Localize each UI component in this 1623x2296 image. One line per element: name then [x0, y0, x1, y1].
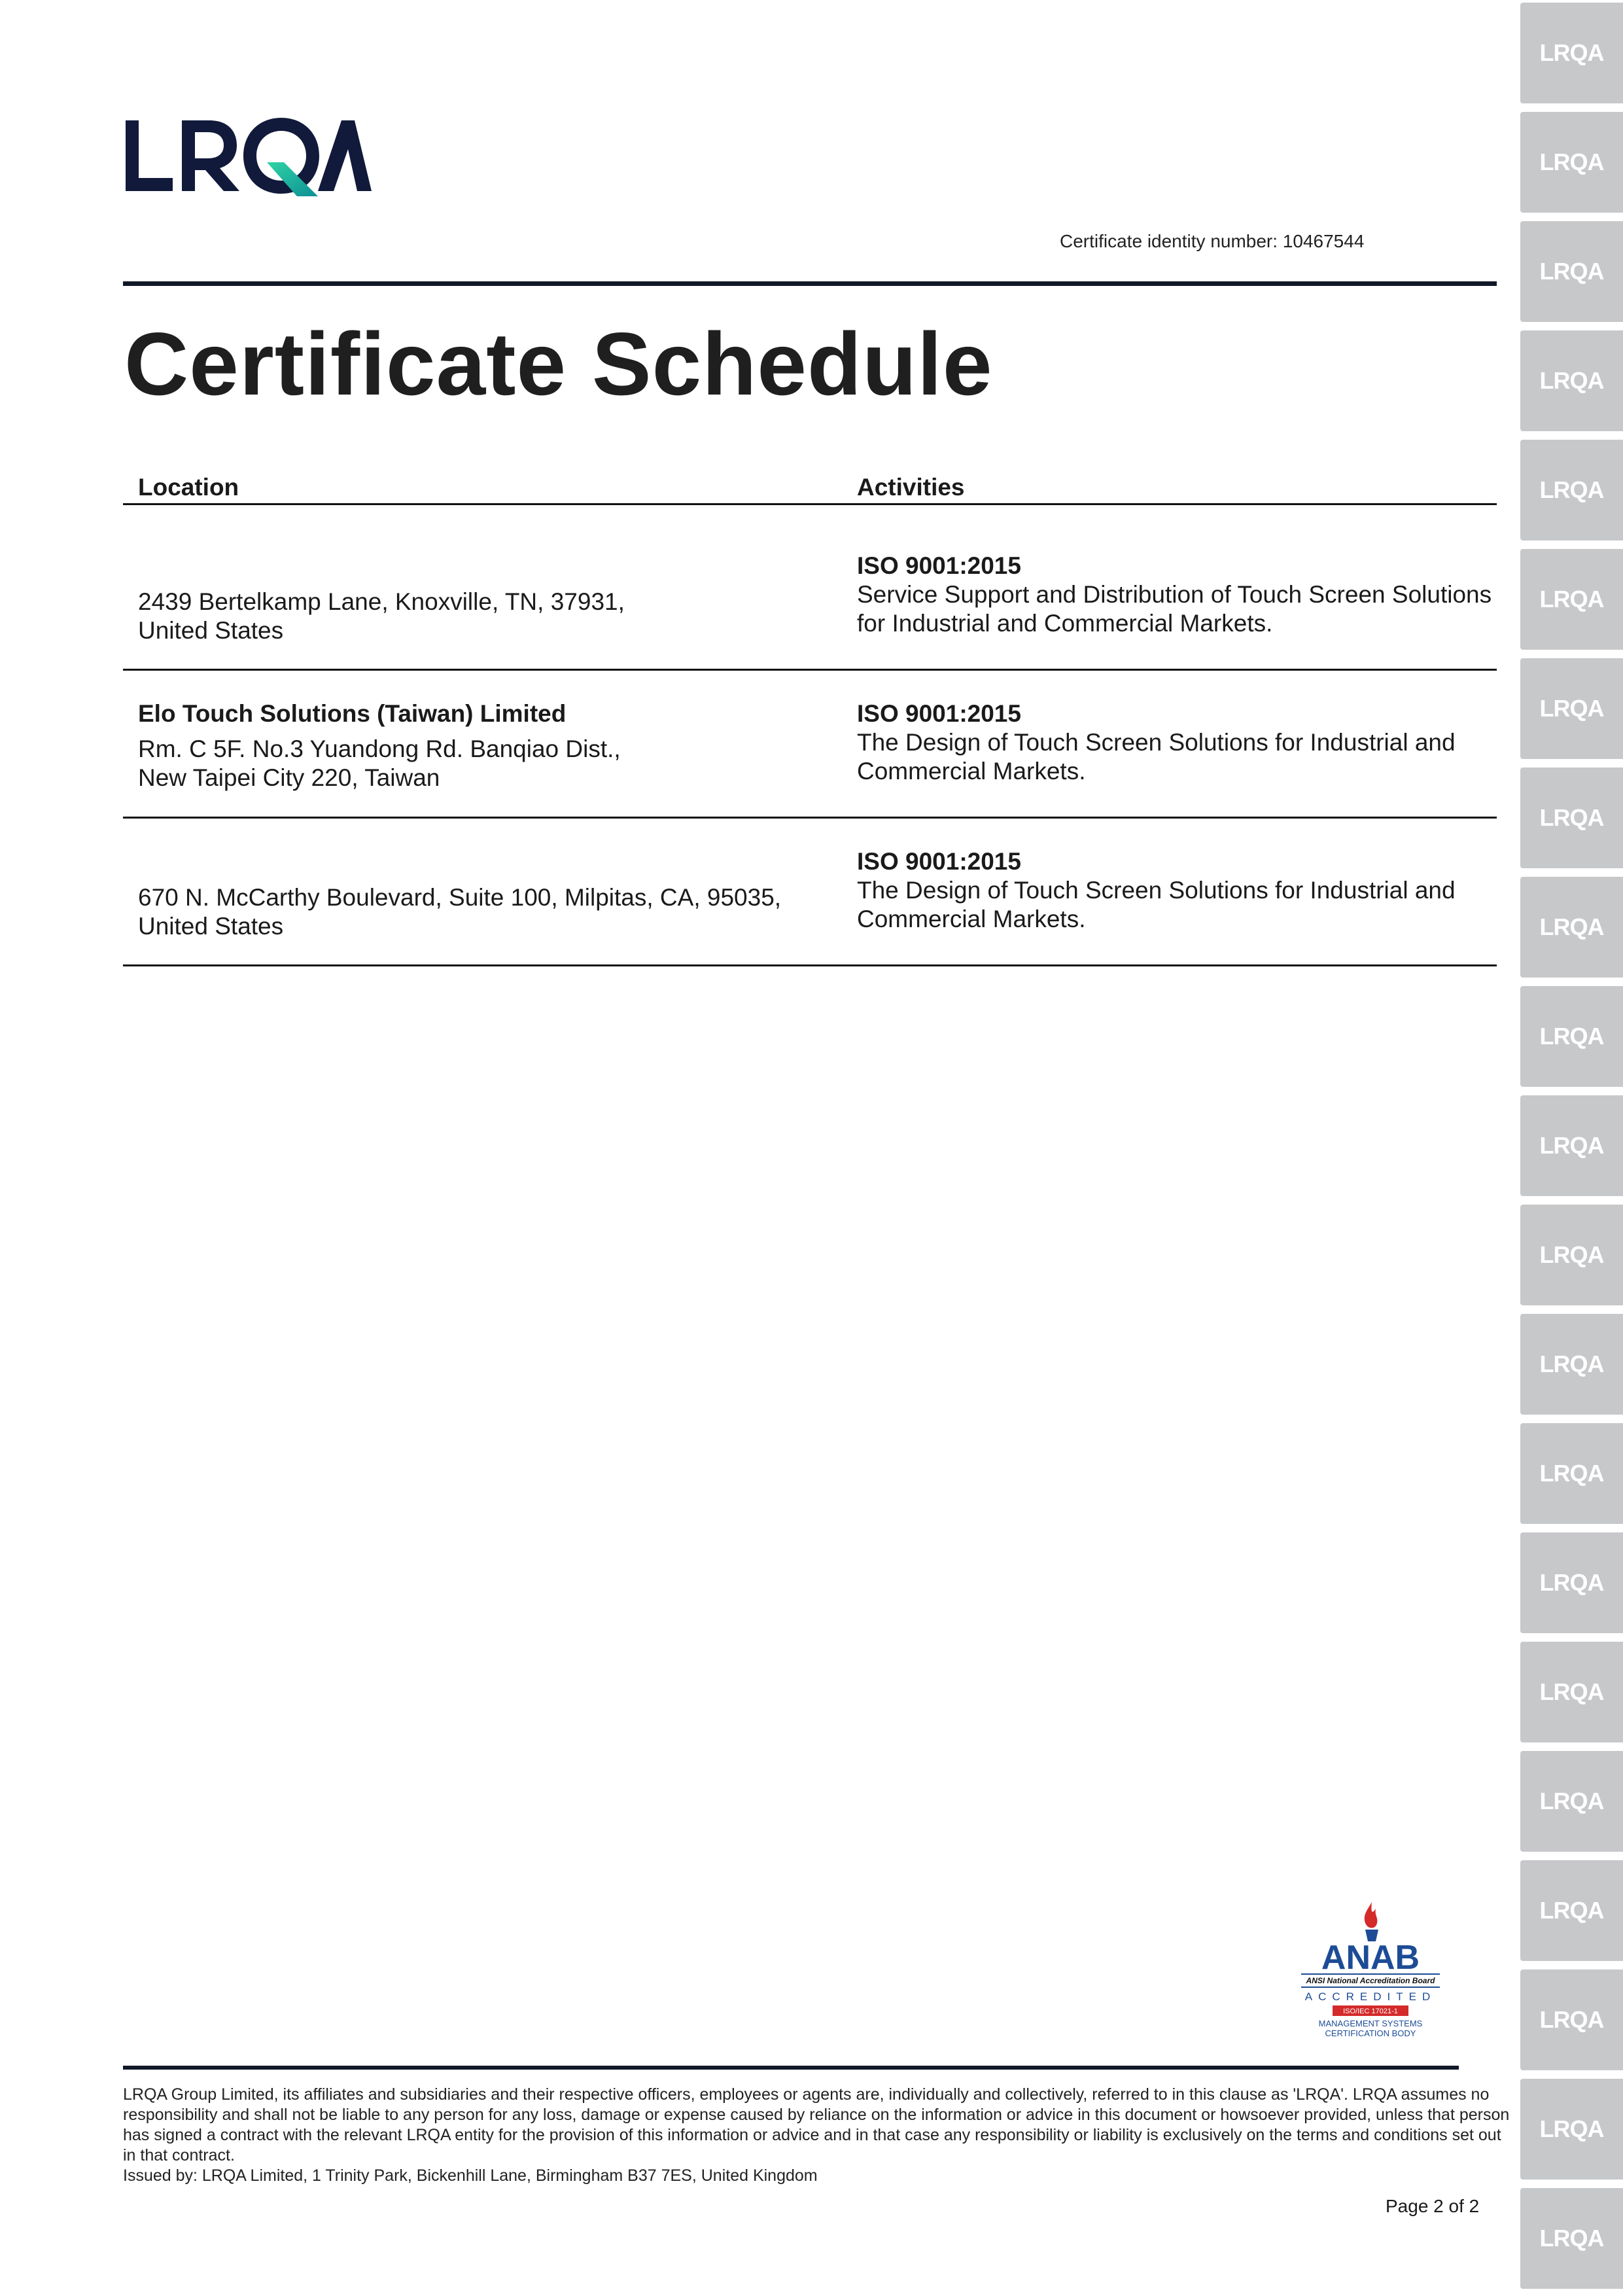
side-tab [1520, 3, 1623, 103]
side-tab [1520, 1532, 1623, 1633]
side-tab [1520, 221, 1623, 322]
side-tab-label: LRQA [1539, 367, 1604, 394]
side-tab-label: LRQA [1539, 2006, 1604, 2033]
side-tab [1520, 440, 1623, 540]
side-tab [1520, 1860, 1623, 1961]
side-tab [1520, 1969, 1623, 2070]
side-tab-label: LRQA [1539, 476, 1604, 503]
lrqa-logo [124, 115, 373, 199]
anab-board: ANSI National Accreditation Board [1306, 1976, 1435, 1985]
side-tab-label: LRQA [1539, 1788, 1604, 1814]
side-tab [1520, 1314, 1623, 1415]
location-company-name: Elo Touch Solutions (Taiwan) Limited [138, 700, 567, 727]
table-row-3-location [138, 883, 825, 941]
side-tab [1520, 1423, 1623, 1524]
certificate-id-number: Certificate identity number: 10467544 [1060, 231, 1365, 251]
table-row-2-location [138, 699, 825, 792]
side-tab-label: LRQA [1539, 149, 1604, 175]
side-tab [1520, 768, 1623, 868]
side-tab [1520, 1095, 1623, 1196]
location-address: Rm. C 5F. No.3 Yuandong Rd. Banqiao Dist., New Taipei City 220, Taiwan [138, 735, 621, 791]
table-header-rule [123, 503, 1497, 505]
side-tab [1520, 877, 1623, 978]
activity-standard: ISO 9001:2015 [857, 848, 1021, 875]
side-tab [1520, 1751, 1623, 1852]
side-tab-label: LRQA [1539, 39, 1604, 66]
activity-standard: ISO 9001:2015 [857, 552, 1021, 579]
location-address: 670 N. McCarthy Boulevard, Suite 100, Milpitas, CA, 95035, United States [138, 884, 782, 940]
side-tab-label: LRQA [1539, 586, 1604, 612]
activity-standard: ISO 9001:2015 [857, 700, 1021, 727]
anab-type-line-1: MANAGEMENT SYSTEMS [1318, 2019, 1423, 2028]
anab-name: ANAB [1321, 1939, 1420, 1977]
location-address: 2439 Bertelkamp Lane, Knoxville, TN, 37931, United States [138, 588, 625, 644]
side-tab [1520, 330, 1623, 431]
side-tab-label: LRQA [1539, 1897, 1604, 1924]
side-tab-label: LRQA [1539, 1132, 1604, 1159]
side-tab [1520, 1205, 1623, 1305]
side-tab-label: LRQA [1539, 2115, 1604, 2142]
anab-type-line-2: CERTIFICATION BODY [1325, 2028, 1416, 2038]
side-tab-label: LRQA [1539, 1460, 1604, 1487]
row-divider [123, 964, 1497, 966]
activity-scope: The Design of Touch Screen Solutions for Industrial and Commercial Markets. [857, 877, 1456, 932]
page-number: Page 2 of 2 [1386, 2196, 1480, 2216]
torch-flame-icon [1365, 1902, 1378, 1928]
column-header-activities: Activities [857, 474, 965, 501]
side-tab-label: LRQA [1539, 1023, 1604, 1050]
side-tab [1520, 549, 1623, 650]
side-tab [1520, 986, 1623, 1087]
table-row-2-activities [857, 699, 1498, 786]
side-tab [1520, 112, 1623, 213]
table-row-1-activities [857, 552, 1498, 638]
activity-scope: The Design of Touch Screen Solutions for Industrial and Commercial Markets. [857, 729, 1456, 785]
side-tab [1520, 2079, 1623, 2180]
side-tab-label: LRQA [1539, 1351, 1604, 1377]
side-tab-label: LRQA [1539, 804, 1604, 831]
column-header-location: Location [138, 474, 239, 501]
side-tab [1520, 1642, 1623, 1742]
header-rule [123, 281, 1497, 286]
anab-standard: ISO/IEC 17021-1 [1343, 2007, 1398, 2015]
anab-accreditation-mark [1292, 1901, 1449, 2045]
table-row-3-activities [857, 847, 1498, 934]
footer-issued-by: Issued by: LRQA Limited, 1 Trinity Park, Bickenhill Lane, Birmingham B37 7ES, United Kingdom [123, 2166, 818, 2185]
side-tab-label: LRQA [1539, 1678, 1604, 1705]
side-tab [1520, 2188, 1623, 2289]
footer-rule [123, 2066, 1459, 2070]
side-tab-strip [1520, 0, 1623, 2296]
anab-status: ACCREDITED [1304, 1990, 1437, 2003]
side-tab [1520, 658, 1623, 759]
footer-disclaimer: LRQA Group Limited, its affiliates and subsidiaries and their respective officers, employees or agents are, individually and collectively, referred to in this clause as 'LRQA'. LRQA assumes no responsibility and shall not be liable to any person for any loss, damage or expense caused by reliance on the information or advice in this document or howsoever provided, unless that person has signed a contract with the relevant LRQA entity for the provision of this information or advice and in that case any responsibility or liability is exclusively on the terms and conditions set out in that contract. [123, 2085, 1510, 2164]
activity-scope: Service Support and Distribution of Touch Screen Solutions for Industrial and Commercial Markets. [857, 581, 1492, 637]
row-divider [123, 669, 1497, 671]
side-tab-label: LRQA [1539, 695, 1604, 722]
side-tab-label: LRQA [1539, 1241, 1604, 1268]
side-tab-label: LRQA [1539, 913, 1604, 940]
footer [123, 2085, 1510, 2186]
table-row-1-location [138, 588, 825, 645]
row-divider [123, 817, 1497, 819]
side-tab-label: LRQA [1539, 1569, 1604, 1596]
page-title: Certificate Schedule [124, 314, 993, 414]
side-tab-label: LRQA [1539, 258, 1604, 285]
side-tab-label: LRQA [1539, 2225, 1604, 2252]
